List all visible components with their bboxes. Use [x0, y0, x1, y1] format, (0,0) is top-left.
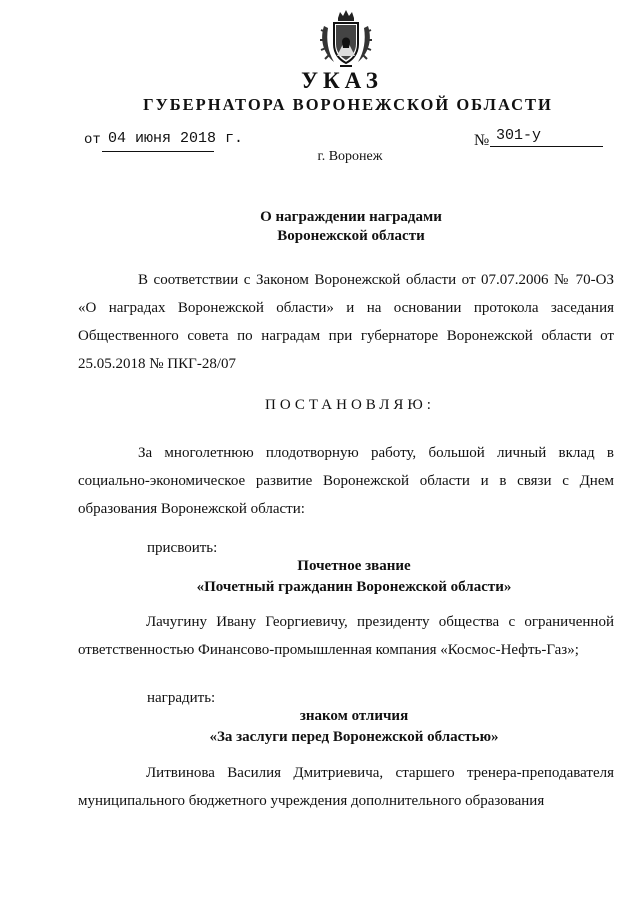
document-date: 04 июня 2018 г.: [108, 130, 244, 147]
coat-of-arms-emblem: [314, 8, 378, 70]
document-subject: [0, 208, 640, 246]
award-title-line-2: «Почетный гражданин Воронежской области»: [196, 579, 512, 595]
date-prefix: от: [84, 132, 101, 148]
issuer-title: ГУБЕРНАТОРА ВОРОНЕЖСКОЙ ОБЛАСТИ: [143, 95, 553, 114]
award-recipient: Лачугину Ивану Георгиевичу, президенту общества с ограниченной ответственностью Финансово-промышленная компания «Космос-Нефть-Газ»;: [78, 614, 614, 658]
basis-paragraph: В соответствии с Законом Воронежской области от 07.07.2006 № 70-ОЗ «О наградах Воронежской области» и на основании протокола заседания Общественного совета по наградам при губернаторе Воронежской области от 25.05.2018 № ПКГ-28/07: [78, 272, 614, 372]
document-type: УКАЗ: [301, 68, 383, 93]
award-title: [0, 556, 640, 598]
award-title-line-1: Почетное звание: [297, 558, 411, 574]
number-prefix: №: [474, 132, 490, 149]
award-title-line-2: «За заслуги перед Воронежской областью»: [209, 729, 499, 745]
award-title: [0, 706, 640, 748]
award-action: наградить:: [147, 690, 216, 706]
award-action: присвоить:: [147, 540, 218, 556]
decree-word: ПОСТАНОВЛЯЮ:: [265, 397, 435, 413]
city: г. Воронеж: [317, 149, 383, 164]
number-underline: [490, 146, 603, 147]
award-recipient: Литвинова Василия Дмитриевича, старшего тренера-преподавателя муниципального бюджетного учреждения дополнительного образования: [78, 765, 614, 809]
reason-paragraph: За многолетнюю плодотворную работу, большой личный вклад в социально-экономическое развитие Воронежской области и в связи с Днем образования Воронежской области:: [78, 445, 614, 517]
subject-line-1: О награждении наградами: [260, 209, 442, 225]
award-title-line-1: знаком отличия: [299, 708, 409, 724]
subject-line-2: Воронежской области: [277, 228, 425, 244]
document-number: 301-у: [496, 127, 542, 144]
